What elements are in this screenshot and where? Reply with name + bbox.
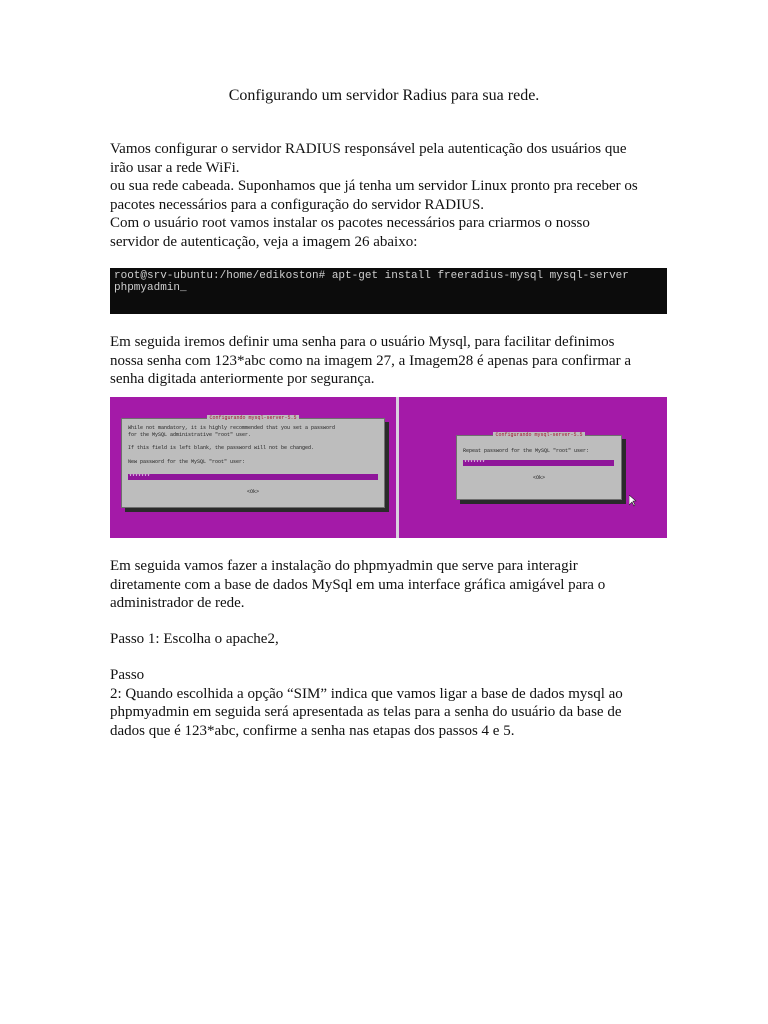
- text-line: administrador de rede.: [110, 595, 245, 611]
- text-line: Com o usuário root vamos instalar os pacotes necessários para criarmos o nosso: [110, 215, 590, 231]
- text-line: nossa senha com 123*abc como na imagem 27, a Imagem28 é apenas para confirmar a: [110, 352, 632, 369]
- text-line: servidor de autenticação, veja a imagem 26 abaixo:: [110, 233, 418, 250]
- text-line: Passo: [110, 667, 145, 683]
- text-line: pacotes necessários para a configuração do servidor RADIUS.: [110, 196, 485, 213]
- terminal-command-continuation: phpmyadmin_: [114, 282, 187, 294]
- dialog-text: New password for the MySQL "root" user:: [128, 459, 246, 465]
- phpmyadmin-paragraph: [110, 557, 670, 613]
- ok-button[interactable]: <Ok>: [532, 475, 545, 481]
- dialog-text: While not mandatory, it is highly recommended that you set a password: [128, 425, 336, 431]
- mysql-repeat-password-screen: [399, 397, 667, 538]
- password-paragraph: [110, 333, 670, 389]
- step-1-paragraph: [110, 630, 670, 649]
- mysql-password-dialog: [121, 415, 385, 508]
- text-line: dados que é 123*abc, confirme a senha nas etapas dos passos 4 e 5.: [110, 722, 515, 739]
- terminal-screenshot: [110, 268, 667, 314]
- text-line: irão usar a rede WiFi.: [110, 159, 240, 176]
- mysql-password-screen: [110, 397, 396, 538]
- text-line: Em seguida iremos definir uma senha para o usuário Mysql, para facilitar definimos: [110, 334, 615, 350]
- mysql-password-screenshots: [110, 397, 667, 538]
- text-line: phpmyadmin em seguida será apresentada as telas para a senha do usuário da base de: [110, 704, 622, 720]
- dialog-title: Configurando mysql-server-5.5: [495, 432, 583, 438]
- text-line: ou sua rede cabeada. Suponhamos que já tenha um servidor Linux pronto pra receber os: [110, 178, 638, 194]
- text-line: senha digitada anteriormente por segurança.: [110, 371, 375, 387]
- text-line: diretamente com a base de dados MySql em uma interface gráfica amigável para o: [110, 576, 606, 593]
- mouse-cursor-icon: [629, 495, 637, 507]
- dialog-text: Repeat password for the MySQL "root" user:: [463, 448, 590, 454]
- mysql-repeat-password-dialog: [456, 432, 622, 500]
- dialog-text: If this field is left blank, the password will not be changed.: [128, 445, 315, 451]
- text-line: Passo 1: Escolha o apache2,: [110, 631, 279, 647]
- step-2-paragraph: [110, 666, 670, 740]
- text-line: 2: Quando escolhida a opção “SIM” indica que vamos ligar a base de dados mysql ao: [110, 685, 623, 702]
- text-line: Em seguida vamos fazer a instalação do phpmyadmin que serve para interagir: [110, 558, 578, 574]
- dialog-title: Configurando mysql-server-5.5: [209, 415, 297, 421]
- dialog-text: for the MySQL administrative "root" user.: [128, 432, 252, 438]
- password-field[interactable]: *******: [128, 474, 378, 480]
- document-title: Configurando um servidor Radius para sua rede.: [228, 87, 540, 104]
- intro-paragraph: [110, 140, 670, 251]
- ok-button[interactable]: <Ok>: [246, 489, 259, 495]
- password-field[interactable]: *******: [463, 460, 614, 466]
- text-line: Vamos configurar o servidor RADIUS responsável pela autenticação dos usuários que: [110, 141, 627, 157]
- terminal-command-line: root@srv-ubuntu:/home/edikoston# apt-get install freeradius-mysql mysql-server: [114, 270, 629, 282]
